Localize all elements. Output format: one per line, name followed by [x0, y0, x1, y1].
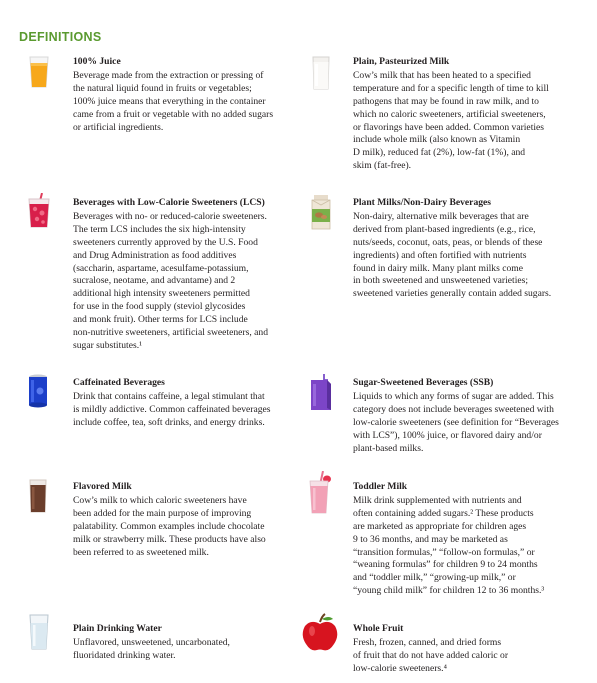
definition-lcs-beverages	[73, 197, 305, 353]
definition-body: Beverages with no- or reduced-calorie sweeteners. The term LCS includes the six high-intensity sweeteners currently approved by the U.S. Food and Drug Administration as food additives (saccharin, aspartame, acesulfame-potassium, sucralose, neotame, and advantame) and 2 additional high intensity sweeteners permitted for use in the food supply (steviol glycosides and monk fruit). Other terms for LCS include non-nutritive sweeteners, artificial sweeteners, and sugar substitutes.¹	[73, 210, 268, 351]
definition-heading: Sugar-Sweetened Beverages (SSB)	[353, 377, 494, 388]
definition-body: Drink that contains caffeine, a legal stimulant that is mildly addictive. Common caffeinated beverages include coffee, tea, soft drinks, and energy drinks.	[73, 390, 271, 428]
definition-heading: Beverages with Low-Calorie Sweeteners (LCS)	[73, 197, 265, 208]
definition-whole-fruit	[353, 623, 579, 676]
milk-glass-icon	[311, 55, 331, 91]
definition-toddler-milk	[353, 481, 579, 598]
definition-heading: Plant Milks/Non-Dairy Beverages	[353, 197, 492, 208]
pink-smoothie-glass-icon	[305, 471, 333, 515]
definition-heading: Plain Drinking Water	[73, 623, 162, 634]
definition-caffeinated	[73, 377, 305, 430]
definition-heading: Flavored Milk	[73, 481, 132, 492]
definition-body: Cow’s milk to which caloric sweeteners have been added for the main purpose of improving palatability. Common examples include chocolate milk or strawberry milk. These products have also been referred to as sweetened milk.	[73, 494, 266, 558]
chocolate-milk-glass-icon	[28, 478, 48, 514]
juice-box-icon	[307, 374, 335, 412]
definition-body: Cow’s milk that has been heated to a specified temperature and for a specific length of time to kill pathogens that may be found in raw milk, and to which no caloric sweeteners, artificial sweeteners, or flavorings have been added. Common varieties include whole milk (also known as Vitamin D milk), reduced fat (2%), low-fat (1%), and skim (fat-free).	[353, 69, 549, 172]
definition-heading: Caffeinated Beverages	[73, 377, 165, 388]
red-drink-glass-icon	[27, 193, 51, 229]
definition-heading: 100% Juice	[73, 56, 121, 67]
definition-heading: Toddler Milk	[353, 481, 408, 492]
definition-heading: Plain, Pasteurized Milk	[353, 56, 450, 67]
blue-can-icon	[27, 374, 49, 408]
definition-plain-milk	[353, 56, 579, 173]
red-apple-icon	[301, 613, 339, 653]
definition-body: Milk drink supplemented with nutrients and often containing added sugars.² These products are marketed as appropriate for children ages 9 to 36 months, and may be marketed as “transition formulas,” “follow-on formulas,” or “weaning formulas” for children 9 to 24 months and “toddler milk,” “growing-up milk,” or “young child milk” for children 12 to 36 months.³	[353, 494, 545, 597]
definition-plain-water	[73, 623, 305, 663]
definition-flavored-milk	[73, 481, 305, 559]
definition-body: Non-dairy, alternative milk beverages that are derived from plant-based ingredients (e.g., rice, nuts/seeds, coconut, oats, peas, or blends of these ingredients) and often fortified with nutrients found in dairy milk. Many plant milks come in both sweetened and unsweetened varieties; sweetened varieties generally contain added sugars.	[353, 210, 552, 300]
definition-body: Beverage made from the extraction or pressing of the natural liquid found in fruits or vegetables; 100% juice means that everything in the container came from a fruit or vegetable with no added sugars or artificial ingredients.	[73, 69, 274, 133]
orange-juice-glass-icon	[28, 55, 50, 89]
definition-plant-milks	[353, 197, 579, 301]
page-title: DEFINITIONS	[19, 30, 102, 44]
definition-ssb	[353, 377, 579, 455]
definition-100-juice	[73, 56, 305, 134]
water-glass-icon	[28, 613, 50, 651]
definition-body: Unflavored, unsweetened, uncarbonated, fluoridated drinking water.	[73, 636, 230, 661]
definition-body: Liquids to which any forms of sugar are added. This category does not include beverages sweetened with low-calorie sweeteners (see definition for “Beverages with LCS”), 100% juice, or flavored dairy and/or plant-based milks.	[353, 390, 559, 454]
definition-body: Fresh, frozen, canned, and dried forms of fruit that do not have added caloric or low-calorie sweeteners.⁴	[353, 636, 509, 674]
definition-heading: Whole Fruit	[353, 623, 404, 634]
almond-milk-carton-icon	[309, 193, 333, 231]
